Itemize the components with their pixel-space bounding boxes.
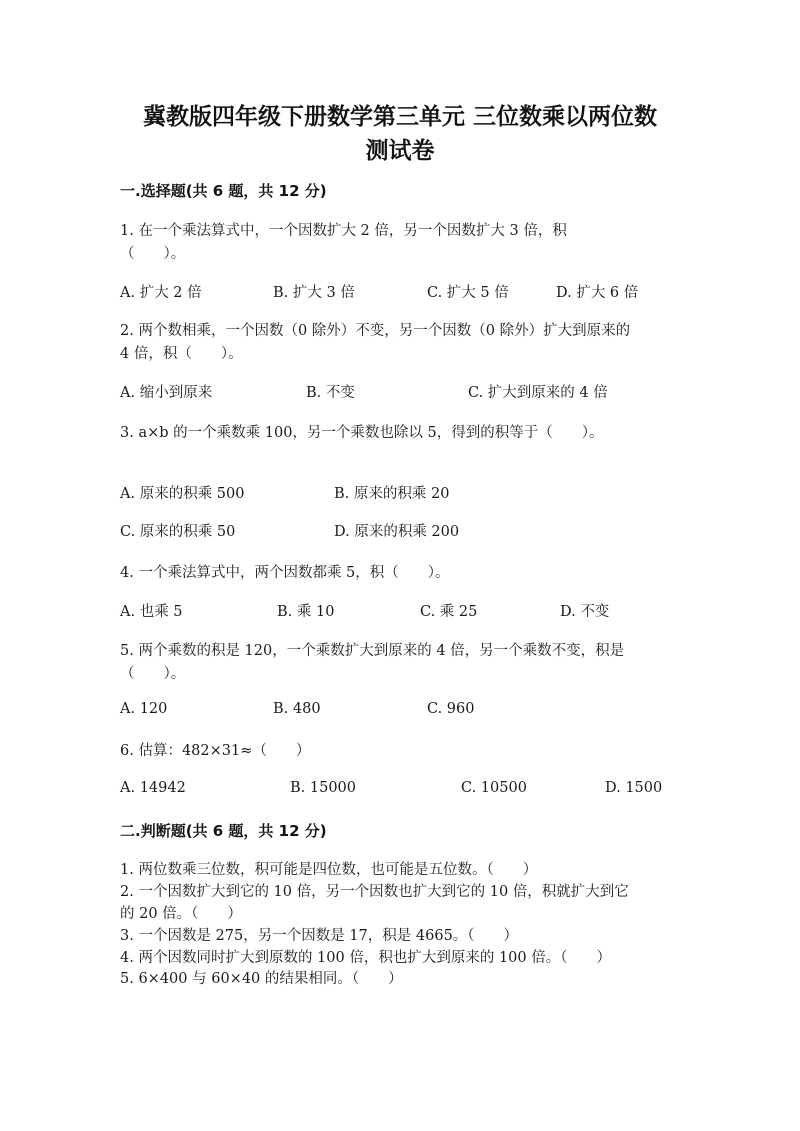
judge-line-6: 5. 6×400 与 60×40 的结果相同。（ ）: [120, 971, 403, 987]
q4-option-b: B. 乘 10: [277, 604, 335, 620]
judge-line-2: 2. 一个因数扩大到它的 10 倍，另一个因数也扩大到它的 10 倍，积就扩大到它: [120, 884, 629, 900]
section-2-heading: 二.判断题(共 6 题，共 12 分): [120, 822, 327, 840]
q2-text-line-2: 4 倍，积（ ）。: [120, 346, 243, 362]
section-1-heading: 一.选择题(共 6 题，共 12 分): [120, 182, 327, 200]
q4-option-a: A. 也乘 5: [120, 604, 183, 620]
q3-option-b: B. 原来的积乘 20: [334, 486, 450, 502]
q2-option-b: B. 不变: [306, 385, 355, 401]
q6-option-d: D. 1500: [605, 780, 663, 796]
q6-option-b: B. 15000: [290, 780, 357, 796]
q1-text-line-2: （ ）。: [120, 246, 186, 262]
q3-option-d: D. 原来的积乘 200: [334, 524, 460, 540]
q3-option-c: C. 原来的积乘 50: [120, 524, 236, 540]
q3-text-line-1: 3. a×b 的一个乘数乘 100，另一个乘数也除以 5，得到的积等于（ ）。: [120, 425, 604, 441]
q1-option-b: B. 扩大 3 倍: [273, 285, 355, 301]
q6-option-c: C. 10500: [461, 780, 527, 796]
q4-option-c: C. 乘 25: [420, 604, 478, 620]
document-title-line-1: 冀教版四年级下册数学第三单元 三位数乘以两位数: [142, 104, 657, 130]
q1-text-line-1: 1. 在一个乘法算式中，一个因数扩大 2 倍，另一个因数扩大 3 倍，积: [120, 223, 567, 239]
judge-line-1: 1. 两位数乘三位数，积可能是四位数，也可能是五位数。（ ）: [120, 862, 538, 878]
q5-text-line-2: （ ）。: [120, 666, 186, 682]
q1-option-a: A. 扩大 2 倍: [120, 285, 202, 301]
q4-text-line-1: 4. 一个乘法算式中，两个因数都乘 5，积（ ）。: [120, 565, 450, 581]
q2-option-a: A. 缩小到原来: [120, 385, 213, 401]
judge-line-3: 的 20 倍。（ ）: [120, 906, 242, 922]
document-title-line-2: 测试卷: [365, 138, 435, 164]
q2-option-c: C. 扩大到原来的 4 倍: [468, 385, 608, 401]
judge-line-5: 4. 两个因数同时扩大到原数的 100 倍，积也扩大到原来的 100 倍。（ ）: [120, 950, 611, 966]
q5-text-line-1: 5. 两个乘数的积是 120，一个乘数扩大到原来的 4 倍，另一个乘数不变，积是: [120, 643, 625, 659]
q1-option-c: C. 扩大 5 倍: [427, 285, 509, 301]
q5-option-c: C. 960: [427, 701, 475, 717]
q5-option-a: A. 120: [120, 701, 168, 717]
q6-option-a: A. 14942: [120, 780, 186, 796]
judge-line-4: 3. 一个因数是 275，另一个因数是 17，积是 4665。（ ）: [120, 928, 519, 944]
q6-text-line-1: 6. 估算：482×31≈（ ）: [120, 743, 311, 759]
q2-text-line-1: 2. 两个数相乘，一个因数（0 除外）不变，另一个因数（0 除外）扩大到原来的: [120, 323, 631, 339]
q4-option-d: D. 不变: [560, 604, 610, 620]
q3-option-a: A. 原来的积乘 500: [120, 486, 245, 502]
q5-option-b: B. 480: [273, 701, 321, 717]
q1-option-d: D. 扩大 6 倍: [556, 285, 639, 301]
